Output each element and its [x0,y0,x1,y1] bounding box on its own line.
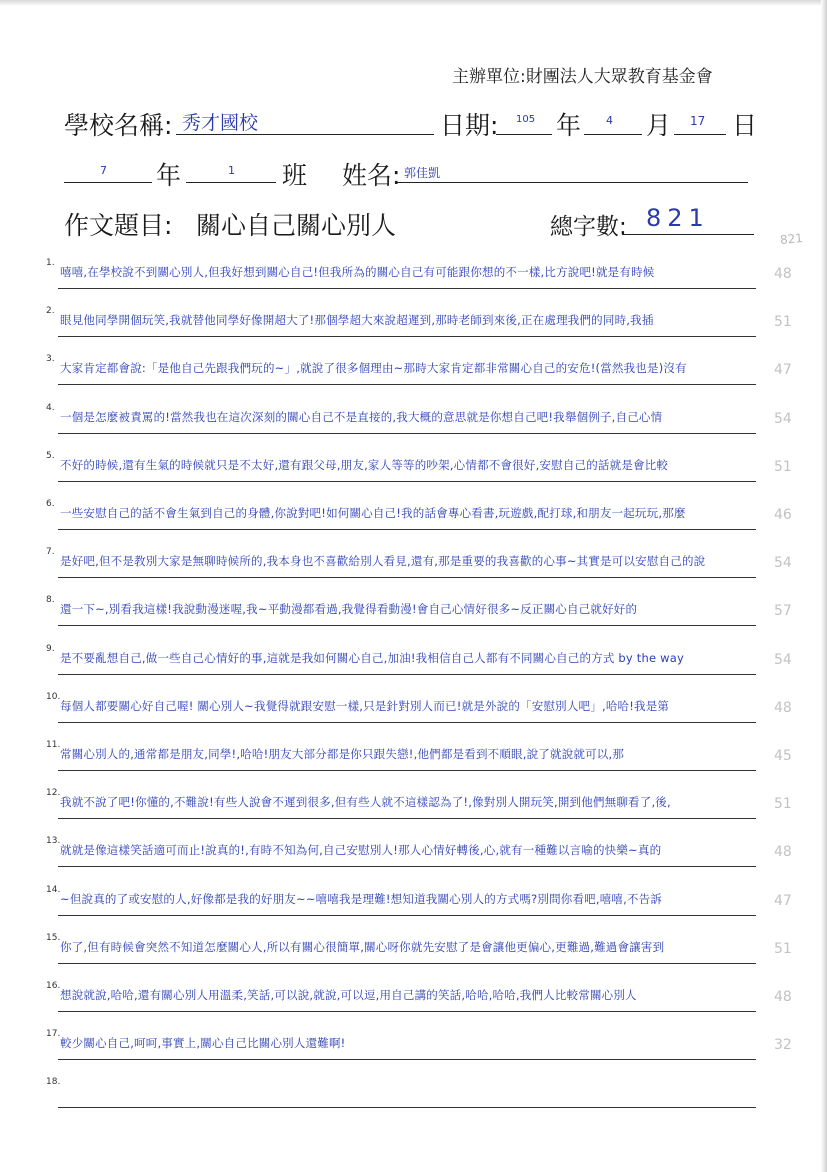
line-handwriting: 一個是怎麼被責罵的!當然我也在這次深刻的關心自己不是直接的,我大概的意思就是你想自己吧!我舉個例子,自己心情 [60,409,663,424]
line-margin-count: 54 [774,555,792,572]
essay-line [46,595,792,631]
month-label: 月 [646,111,672,140]
line-handwriting: 不好的時候,還有生氣的時候就只是不太好,還有跟父母,朋友,家人等等的吵架,心情都不會很好,安慰自己的話就是會比較 [60,457,669,472]
essay-line [46,788,792,824]
line-rule [58,433,756,434]
essay-line [46,740,792,776]
line-handwriting: 還一下~,別看我這樣!我說動漫迷喔,我~平動漫都看過,我覺得看動漫!會自己心情好很多~反正關心自己就好好的 [60,602,638,617]
line-margin-count: 32 [774,1037,792,1054]
line-rule [58,1011,756,1012]
line-number: 12. [46,788,61,799]
essay-line [46,691,792,728]
essay-line [46,932,792,969]
scan-edge-right [821,0,827,1172]
line-margin-count: 51 [774,940,792,957]
line-margin-count: 48 [774,989,792,1005]
line-handwriting: 一些安慰自己的話不會生氣到自己的身體,你說對吧!如何關心自己!我的話會專心看書,玩遊戲,配打球,和朋友一起玩玩,那麼 [60,506,686,520]
line-number: 1. [46,258,55,268]
line-rule [58,1059,756,1060]
topic-value: 關心自己關心別人 [196,211,397,240]
line-margin-count: 48 [774,844,792,861]
grade-label: 年 [156,161,182,190]
line-rule [58,288,756,289]
line-number: 17. [46,1029,61,1040]
line-number: 2. [46,306,55,317]
line-number: 14. [46,884,61,895]
line-number: 16. [46,981,61,991]
line-number: 4. [46,402,55,413]
line-margin-count: 51 [774,796,792,813]
essay-line [46,450,792,487]
date-year-value: 105 [516,114,536,125]
line-handwriting: 就就是像這樣笑話適可而止!說真的!,有時不知為何,自己安慰別人!那人心情好轉後,心,就有一種難以言喻的快樂~真的 [60,843,662,858]
date-label: 日期: [440,111,499,140]
line-rule [58,963,756,964]
line-handwriting: 是好吧,但不是教別大家是無聊時候所的,我本身也不喜歡給別人看見,還有,那是重要的我喜歡的心事~其實是可以安慰自己的說 [60,554,706,569]
line-handwriting: 大家肯定都會說:「是他自己先跟我們玩的~」,就說了很多個理由~那時大家肯定都非常關心自己的安危!(當然我也是)沒有 [60,361,687,376]
line-margin-count: 51 [774,458,792,475]
line-rule [58,529,756,530]
line-margin-count: 48 [774,266,792,282]
essay-line [46,258,792,294]
wordcount-label: 總字數: [550,214,627,240]
wordcount-margin-note: 821 [779,230,804,248]
line-handwriting: 嘻嘻,在學校說不到關心別人,但我好想到關心自己!但我所為的關心自己有可能跟你想的不一樣,比方說吧!就是有時候 [60,265,655,279]
line-number: 9. [46,643,55,654]
line-handwriting: 每個人都要關心好自己喔! 關心別人~我覺得就跟安慰一樣,只是針對別人而已!就是外說的「安慰別人吧」,哈哈!我是第 [60,698,670,713]
line-margin-count: 45 [774,748,792,764]
essay-line [46,547,792,583]
line-handwriting: 眼見他同學開個玩笑,我就替他同學好像開超大了!那個學超大來說超遲到,那時老師到來後,正在處理我們的同時,我插 [60,313,654,328]
line-margin-count: 54 [774,410,792,427]
school-value: 秀才國校 [182,112,259,134]
year-label: 年 [556,111,582,140]
line-margin-count: 47 [774,892,792,909]
line-margin-count: 54 [774,651,792,668]
line-rule [58,625,756,626]
school-label: 學校名稱: [64,111,173,140]
line-rule [58,336,756,337]
line-rule [58,674,756,675]
line-number: 3. [46,354,55,365]
line-rule [58,384,756,385]
essay-line [46,499,792,535]
line-margin-count: 47 [774,362,792,379]
line-number: 8. [46,595,55,606]
essay-line [46,836,792,872]
essay-line [46,402,792,439]
essay-line [46,1077,756,1113]
line-rule [58,915,756,916]
line-margin-count: 46 [774,507,792,523]
line-margin-count: 51 [774,314,792,331]
grade-value: 7 [100,164,107,177]
line-margin-count: 48 [774,699,792,716]
line-handwriting: 想說就說,哈哈,還有關心別人用溫柔,笑話,可以說,就說,可以逗,用自己講的笑話,哈哈,哈哈,我們人比較常關心別人 [60,988,637,1002]
essay-line [46,981,792,1017]
date-month-value: 4 [606,114,613,127]
line-number: 5. [46,450,55,461]
line-handwriting: 較少關心自己,呵呵,事實上,關心自己比關心別人還難啊! [60,1036,346,1051]
line-rule [58,818,756,819]
essay-line [46,884,792,921]
line-rule [58,481,756,482]
essay-line [46,306,792,342]
class-underline [186,182,276,183]
scan-edge-top [0,0,827,6]
essay-line [46,643,792,680]
line-number: 10. [46,691,61,702]
grade-underline [64,182,152,183]
wordcount-underline [622,234,754,235]
wordcount-value: 821 [646,204,710,232]
line-rule [58,1107,756,1108]
class-value: 1 [228,164,235,177]
line-margin-count: 57 [774,603,792,620]
line-rule [58,722,756,723]
line-rule [58,770,756,771]
line-rule [58,577,756,578]
date-day-underline [674,134,726,135]
line-number: 7. [46,547,55,558]
essay-line [46,354,792,390]
name-value: 郭佳凱 [404,166,441,180]
line-rule [58,866,756,867]
name-underline [396,182,748,183]
essay-line [46,1029,792,1065]
date-year-underline [496,134,552,135]
line-handwriting: 你了,但有時候會突然不知道怎麼關心人,所以有關心很簡單,關心呀你就先安慰了是會讓他更偏心,更難過,難過會讓害到 [60,939,665,954]
line-number: 11. [46,740,61,750]
class-label: 班 [282,161,308,190]
line-number: 13. [46,836,61,847]
topic-label: 作文題目: [64,211,173,240]
line-handwriting: 是不要亂想自己,做一些自己心情好的事,這就是我如何關心自己,加油!我相信自己人都有不同關心自己的方式 by the way [60,650,684,665]
day-label: 日 [732,111,758,140]
line-number: 6. [46,499,55,509]
line-number: 15. [46,932,61,943]
date-month-underline [584,134,642,135]
line-handwriting: 我就不說了吧!你懂的,不難說!有些人說會不遲到很多,但有些人就不這樣認為了!,像對別人開玩笑,開到他們無聊看了,後, [60,795,671,810]
line-number: 18. [46,1077,61,1088]
date-day-value: 17 [690,114,706,128]
line-handwriting: ~但說真的了或安慰的人,好像都是我的好朋友~~嘻嘻我是理難!想知道我關心別人的方式嗎?別問你看吧,嘻嘻,不告訴 [60,891,663,906]
line-handwriting: 常關心別人的,通常都是朋友,同學!,哈哈!朋友大部分都是你只跟失戀!,他們都是看到不順眼,說了就說就可以,那 [60,747,625,761]
organizer-line: 主辦單位:財團法人大眾教育基金會 [452,67,713,87]
name-label: 姓名: [342,161,401,190]
